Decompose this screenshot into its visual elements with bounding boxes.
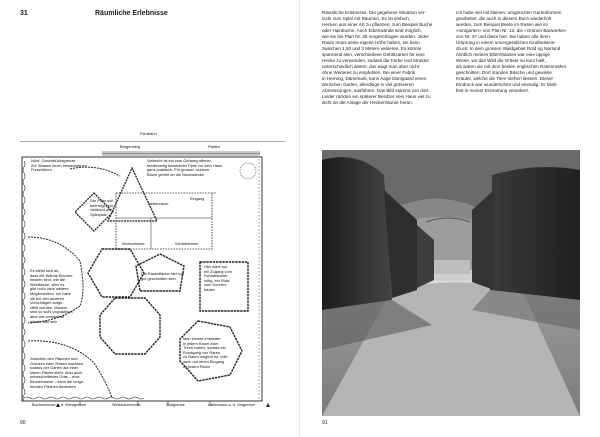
plan-footer-hawthorn: Weissdornhecke	[112, 402, 141, 407]
garden-plan	[20, 131, 285, 413]
plan-note-lawn: Die Rasenfläche hier soll gut geschnitten sein	[141, 271, 185, 281]
plan-note-beech-hedges: Es bleibt sich an, dass die Wände Buchen- hecken sind, wie die Westbecke, aber es gibt noch viele weitere Möglichkeiten. Ich habe sie bei den anderen Vorschlägen aufge- zählt worden. Mauern sind so wohl unpraktisch, aber wie wunderbar könnte das sein	[30, 268, 74, 324]
plan-footer-south: Südgrenze	[166, 402, 185, 407]
page-number-top: 31	[20, 10, 28, 17]
plan-note-paved-area: Der Platz soll befestigt sein, vielleicht als Spielplatz	[90, 198, 115, 217]
hedge-garden-photo-image	[322, 150, 580, 416]
plan-note-doors: Man könnte entweder in jedem Raum zwei Türen haben, sodass ein Rundgang von Raum zu Raum möglich ist, oder auch nur einen Eingang zu jedem Raum	[183, 336, 228, 369]
plan-note-between-rooms: Zwischen den Räumen und Grenzen kann Rasen wachsen, sodass der Garten auf einer klaren Fläche steht. Aber auch unbeschnittenes Gras – eine Blumenwiese – kann die umge- benden Flächen bedecken	[30, 356, 85, 389]
plan-note-north-boundary: Nörd. Grundstücksgrenze Zur Strasse einen bewachsenen Freschtüren	[31, 158, 87, 173]
plan-label-eingang: Eingang	[190, 196, 205, 201]
plan-footer-west: Buchenhecke a. d. Westgrenze	[32, 402, 86, 407]
plan-label-platten: Platten	[208, 144, 221, 149]
plan-label-fahrbahn: Fahrbahn	[140, 131, 157, 136]
plan-label-schlafzimmer: Schlafzimmer	[175, 241, 199, 246]
page-number-left: 90	[20, 420, 26, 426]
page-number-right: 91	[322, 420, 328, 426]
plan-label-wohnzimmer: Wohnzimmer	[122, 241, 145, 246]
body-text-column-1: Räumliche Erlebnisse. Die gegebene Situation ver- lockt zum Spiel mit Räumen. Es ist einfach, Hecken aus einer Art zu pflanzen, zum Beispiel Buche oder Hainbuche. Auch Eibenwände sind möglich, wie sie bei Plan Nr. 25 vorgeschlagen wurden. Jeder Raum muss seine eigene Höhe haben, sie kann zwischen 1,50 und 3 Metern variieren. Es könnte spannend sein, verschiedene Gehölzarten für eine Hecke zu verwenden, sodass die Farbe und Struktur unterschiedlich wären; das wagt man aber nicht ohne Weiteres zu empfehlen. Bei einer Fabrik in Herning, Dänemark, kann Aage Damgaard einen ähnlichen Garten, allerdings in viel grösseren Abmessungen, ausführen. Das Bild stammt von dort. Leider rückten ein späterer Besitzer sein Haus viel zu dicht an die Anlage der Heckenräume heran.	[322, 10, 433, 105]
page-title: Räumliche Erlebnisse	[95, 10, 168, 17]
plan-label-buergersteig: Bürgersteig	[120, 144, 140, 149]
body-text-column-2: Ich habe viel mit kleinen, umgrenzten Gartenformen gearbeitet, die auch in diesem Buch wiederholt werden, zum Beispiel Beete im Rasen wie im «Iunigarten» von Plan Nr. 13, die «Grünen Bauwerke» von Nr. 37 und diese hier. Sie haben alle ihren Ursprung in einem unvergesslichen Kindheitsein- druck: In dem grossen Waldgebiet Rold og Nørlund nördlich meines Elternhauses war eine üppige Wiese, wo das Wild die Gräser so kurz hielt, als wären sie mit dem besten englischen Rasenmäher geschnitten. Dort standen Büsche und gewisse Kräuter, welche die Tiere stehen liessen. Dieser Eindruck war wunderschön und einmalig. Er blieb fest in meiner Erinnerung verankert.	[456, 10, 567, 93]
plan-note-forecourt: Vielleicht ist ein zum Gehweg offener, beiderseitig beweideter Platz vor dem Haus ganz praktisch. Ein grosser, schöner Baum gehört an die Nordostecke	[147, 158, 223, 177]
plan-label-nebenraum: Nebenraum	[148, 201, 169, 206]
plan-note-sunbathing: Hier wäre nur ein Zugang vom Schlafzimmer nötig, ein Platz zum Sonnen- baden	[204, 264, 232, 292]
hedge-garden-photo	[322, 150, 580, 416]
plan-footer-east: Lattenzaun a. d. Ostgrenze	[208, 402, 255, 407]
